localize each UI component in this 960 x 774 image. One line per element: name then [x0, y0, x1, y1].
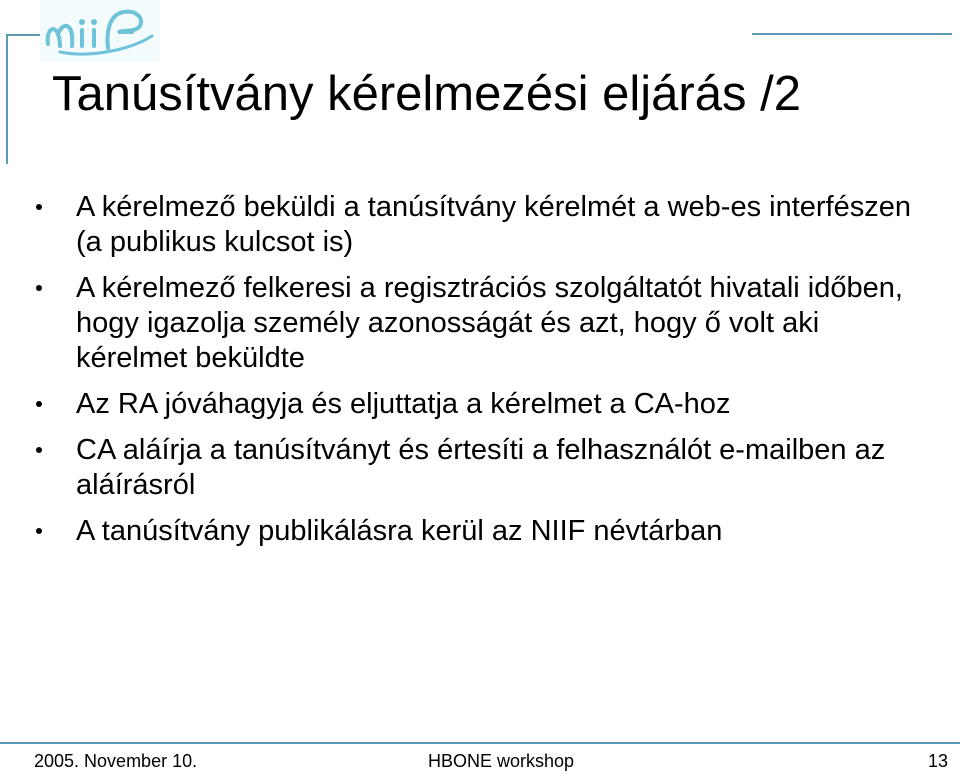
- bullet-text: CA aláírja a tanúsítványt és értesíti a felhasználót e-mailben az aláírásról: [76, 434, 886, 501]
- slide-title: Tanúsítvány kérelmezési eljárás /2: [52, 67, 801, 121]
- bullet-icon: [36, 401, 42, 407]
- footer-event: HBONE workshop: [428, 751, 575, 771]
- bullet-text: Az RA jóváhagyja és eljuttatja a kérelmet a CA-hoz: [76, 388, 731, 420]
- niif-logo: [40, 0, 160, 62]
- footer-divider: [0, 742, 960, 744]
- bullet-text: A kérelmező felkeresi a regisztrációs szolgáltatót hivatali időben, hogy igazolja személy azonosságát és azt, hogy ő volt aki kérelmet beküldte: [76, 272, 903, 374]
- bullet-icon: [36, 285, 42, 291]
- frame-line-left: [6, 34, 8, 164]
- bullet-item: [36, 433, 936, 503]
- page-number: 13: [928, 751, 949, 771]
- bullet-icon: [36, 447, 42, 453]
- bullet-icon: [36, 204, 42, 210]
- bullet-text: A tanúsítvány publikálásra kerül az NIIF névtárban: [76, 515, 723, 547]
- frame-line-top-right: [752, 33, 952, 35]
- bullet-item: [36, 387, 936, 422]
- footer-date: 2005. November 10.: [34, 751, 198, 771]
- bullet-item: [36, 514, 936, 549]
- bullet-list: [36, 190, 936, 560]
- bullet-icon: [36, 528, 42, 534]
- bullet-item: [36, 190, 936, 260]
- bullet-item: [36, 271, 936, 376]
- bullet-text: A kérelmező beküldi a tanúsítvány kérelmét a web-es interfészen (a publikus kulcsot is): [76, 191, 911, 258]
